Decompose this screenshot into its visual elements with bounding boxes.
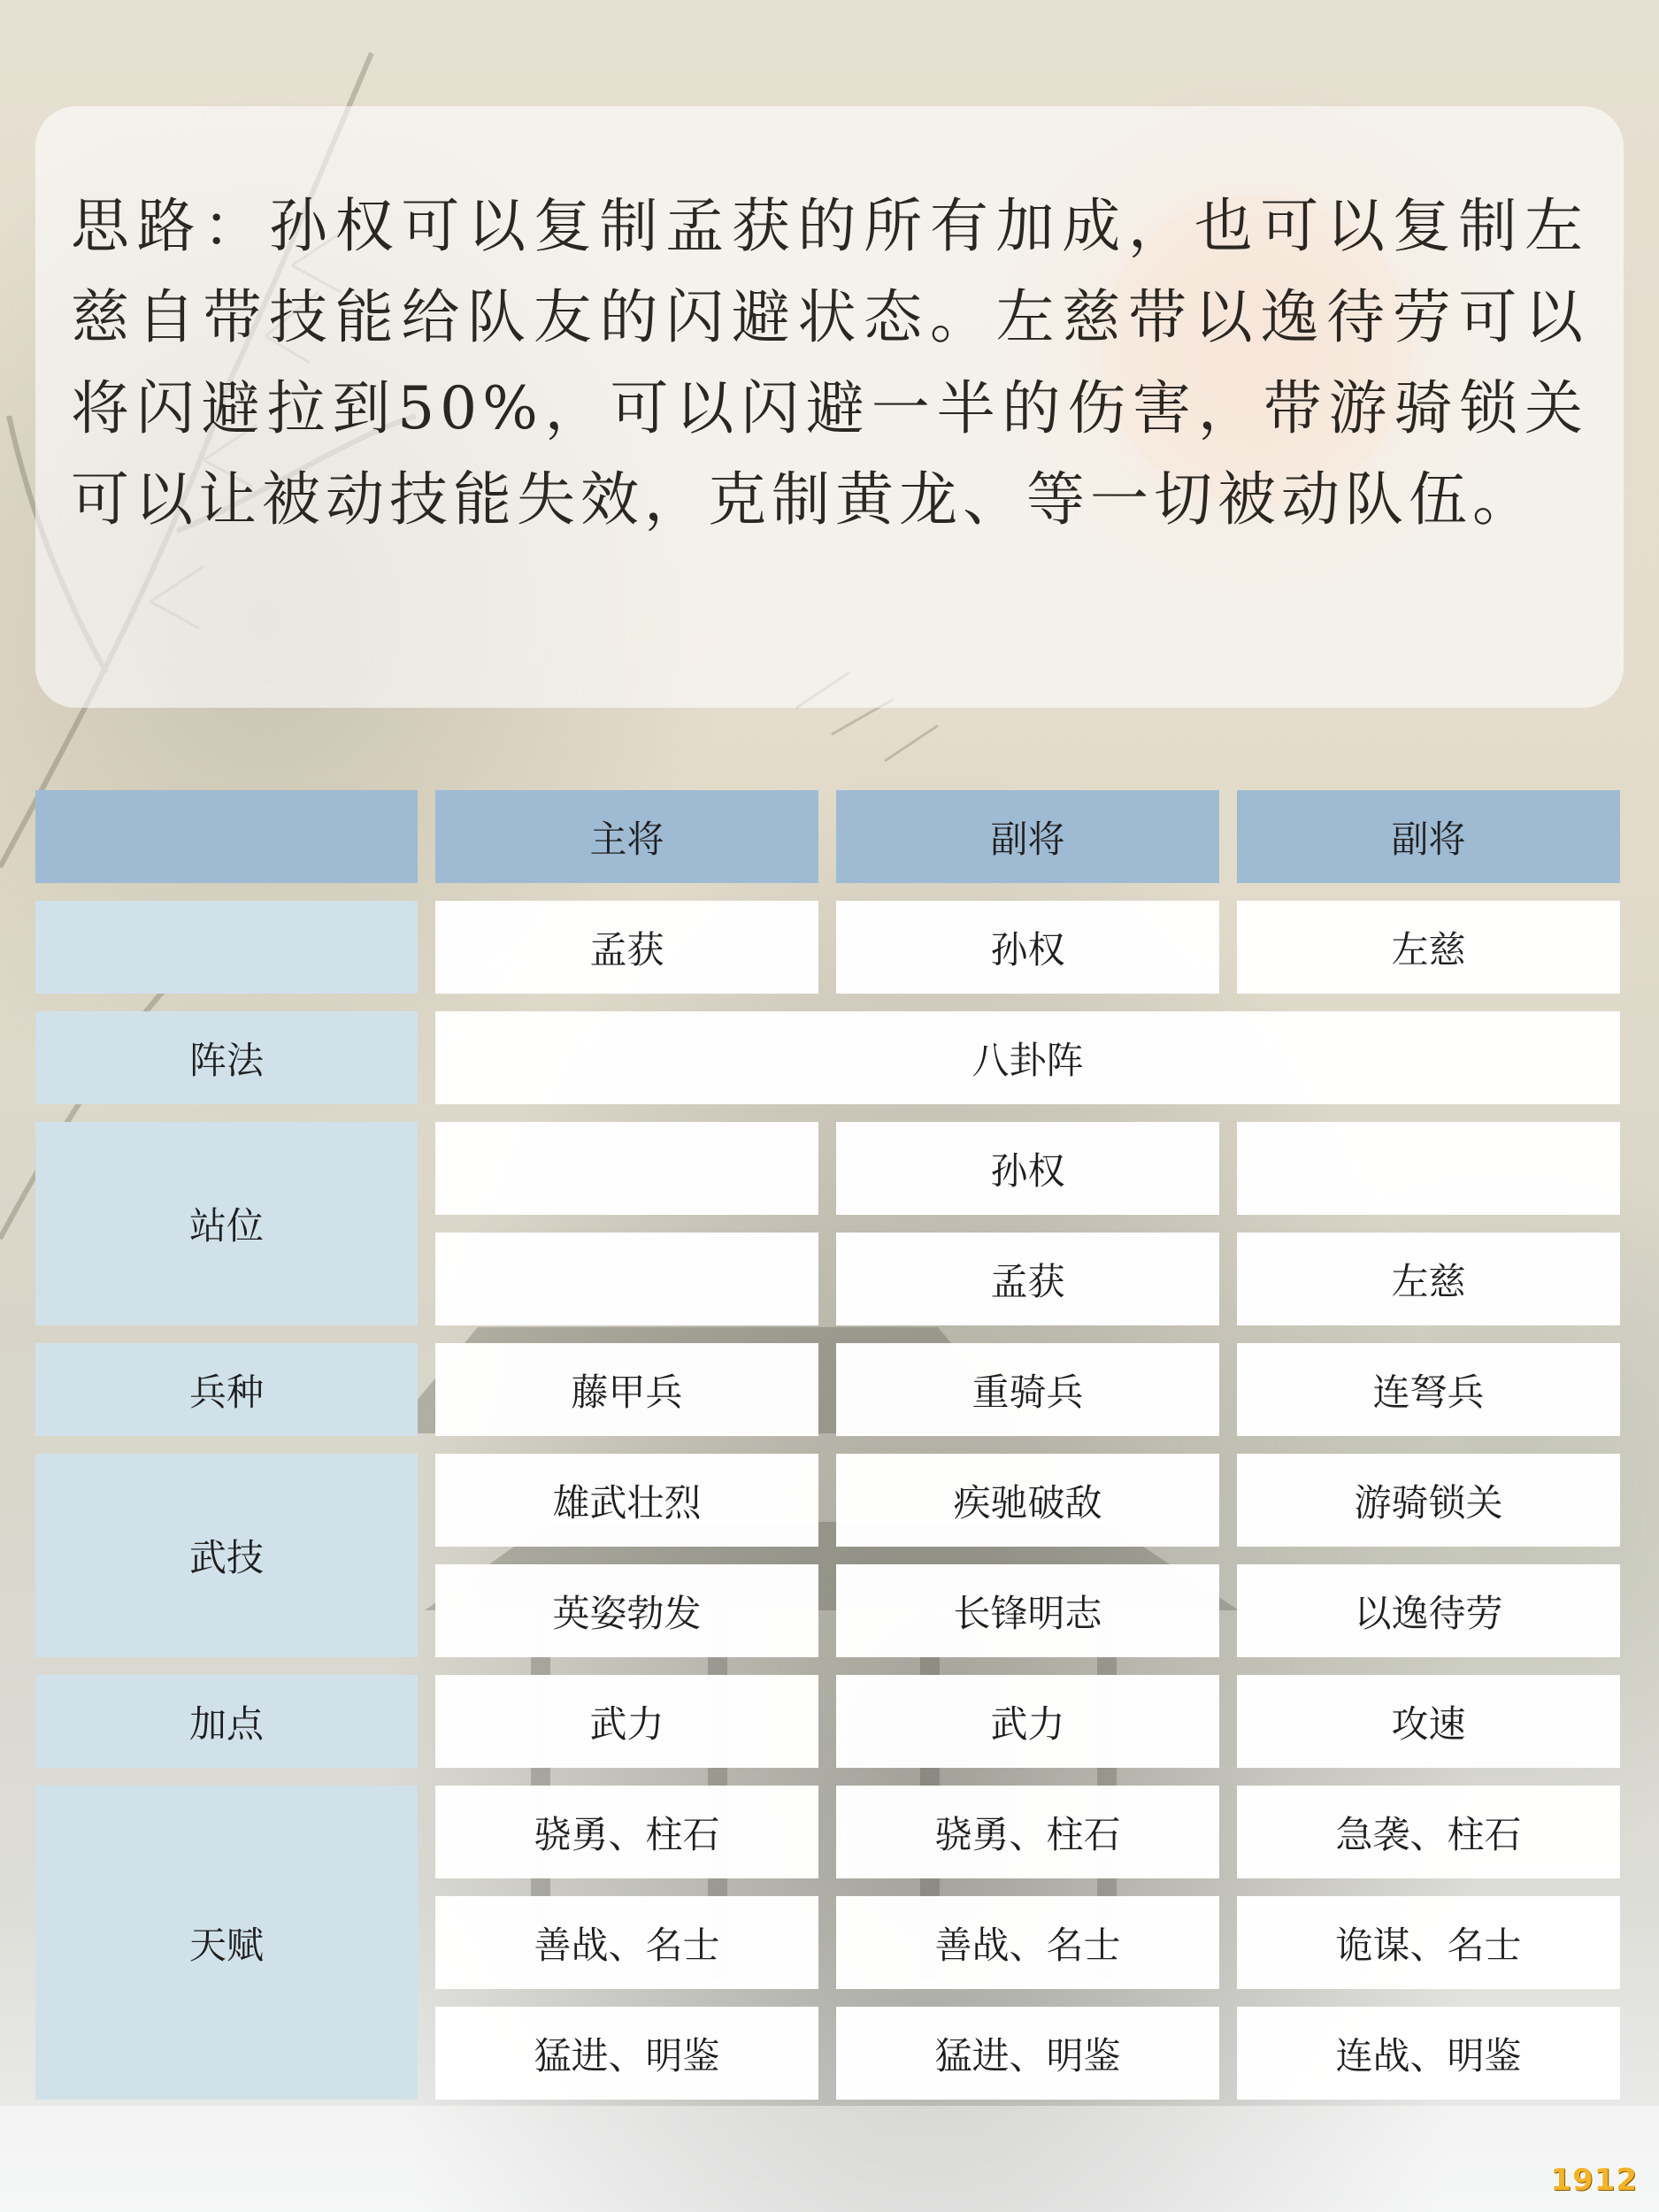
table-header-row (35, 790, 1624, 883)
row-label-position: 站位 (35, 1122, 418, 1325)
talent-pair: 善战、名士 (836, 1896, 1219, 1989)
talent-pair: 猛进、明鉴 (836, 2007, 1219, 2100)
row-label-formation: 阵法 (35, 1011, 418, 1104)
talent-pair: 诡谋、名士 (1237, 1896, 1620, 1989)
position-row (435, 1122, 1620, 1215)
general-name: 左慈 (1237, 901, 1620, 994)
general-name: 孙权 (836, 901, 1219, 994)
skills-row (435, 1454, 1620, 1547)
position-cell: 左慈 (1237, 1233, 1620, 1325)
troop-type: 重骑兵 (836, 1343, 1219, 1436)
talent-pair: 骁勇、柱石 (836, 1786, 1219, 1878)
position-cell (435, 1233, 818, 1325)
stat-point: 武力 (836, 1675, 1219, 1768)
row-label-troops: 兵种 (35, 1343, 418, 1436)
stat-point: 武力 (435, 1675, 818, 1768)
points-row (35, 1675, 1624, 1768)
position-cell: 孟获 (836, 1233, 1219, 1325)
skill-name: 以逸待劳 (1237, 1564, 1620, 1657)
troops-row (35, 1343, 1624, 1436)
talents-row (435, 1896, 1620, 1989)
lineup-table (35, 790, 1624, 2117)
skill-name: 游骑锁关 (1237, 1454, 1620, 1547)
position-row (435, 1233, 1620, 1325)
stat-point: 攻速 (1237, 1675, 1620, 1768)
position-group (35, 1122, 1624, 1325)
general-name: 孟获 (435, 901, 818, 994)
talents-row (435, 1786, 1620, 1878)
header-vice-general: 副将 (836, 790, 1219, 883)
talent-pair: 猛进、明鉴 (435, 2007, 818, 2100)
generals-row (35, 901, 1624, 994)
talent-pair: 急袭、柱石 (1237, 1786, 1620, 1878)
skill-name: 雄武壮烈 (435, 1454, 818, 1547)
row-label-skills: 武技 (35, 1454, 418, 1657)
troop-type: 藤甲兵 (435, 1343, 818, 1436)
strategy-text-card (35, 106, 1624, 708)
talents-row (435, 2007, 1620, 2100)
formation-value: 八卦阵 (435, 1011, 1620, 1104)
position-cell: 孙权 (836, 1122, 1219, 1215)
position-cell (435, 1122, 818, 1215)
formation-row (35, 1011, 1624, 1104)
row-label-empty (35, 901, 418, 994)
skill-name: 英姿勃发 (435, 1564, 818, 1657)
skills-row (435, 1564, 1620, 1657)
position-cell (1237, 1122, 1620, 1215)
row-label-points: 加点 (35, 1675, 418, 1768)
talent-pair: 连战、明鉴 (1237, 2007, 1620, 2100)
header-corner (35, 790, 418, 883)
header-vice-general: 副将 (1237, 790, 1620, 883)
row-label-talents: 天赋 (35, 1786, 418, 2100)
talent-pair: 善战、名士 (435, 1896, 818, 1989)
talent-pair: 骁勇、柱石 (435, 1786, 818, 1878)
talents-group (35, 1786, 1624, 2100)
site-watermark-logo: 1912 (1550, 2162, 1638, 2198)
header-main-general: 主将 (435, 790, 818, 883)
skill-name: 疾驰破敌 (836, 1454, 1219, 1547)
strategy-description: 思路：孙权可以复制孟获的所有加成，也可以复制左慈自带技能给队友的闪避状态。左慈带以逸待劳可以将闪避拉到50%，可以闪避一半的伤害，带游骑锁关可以让被动技能失效，克制黄龙、等一切被动队伍。 (71, 192, 1588, 534)
skills-group (35, 1454, 1624, 1657)
troop-type: 连弩兵 (1237, 1343, 1620, 1436)
skill-name: 长锋明志 (836, 1564, 1219, 1657)
